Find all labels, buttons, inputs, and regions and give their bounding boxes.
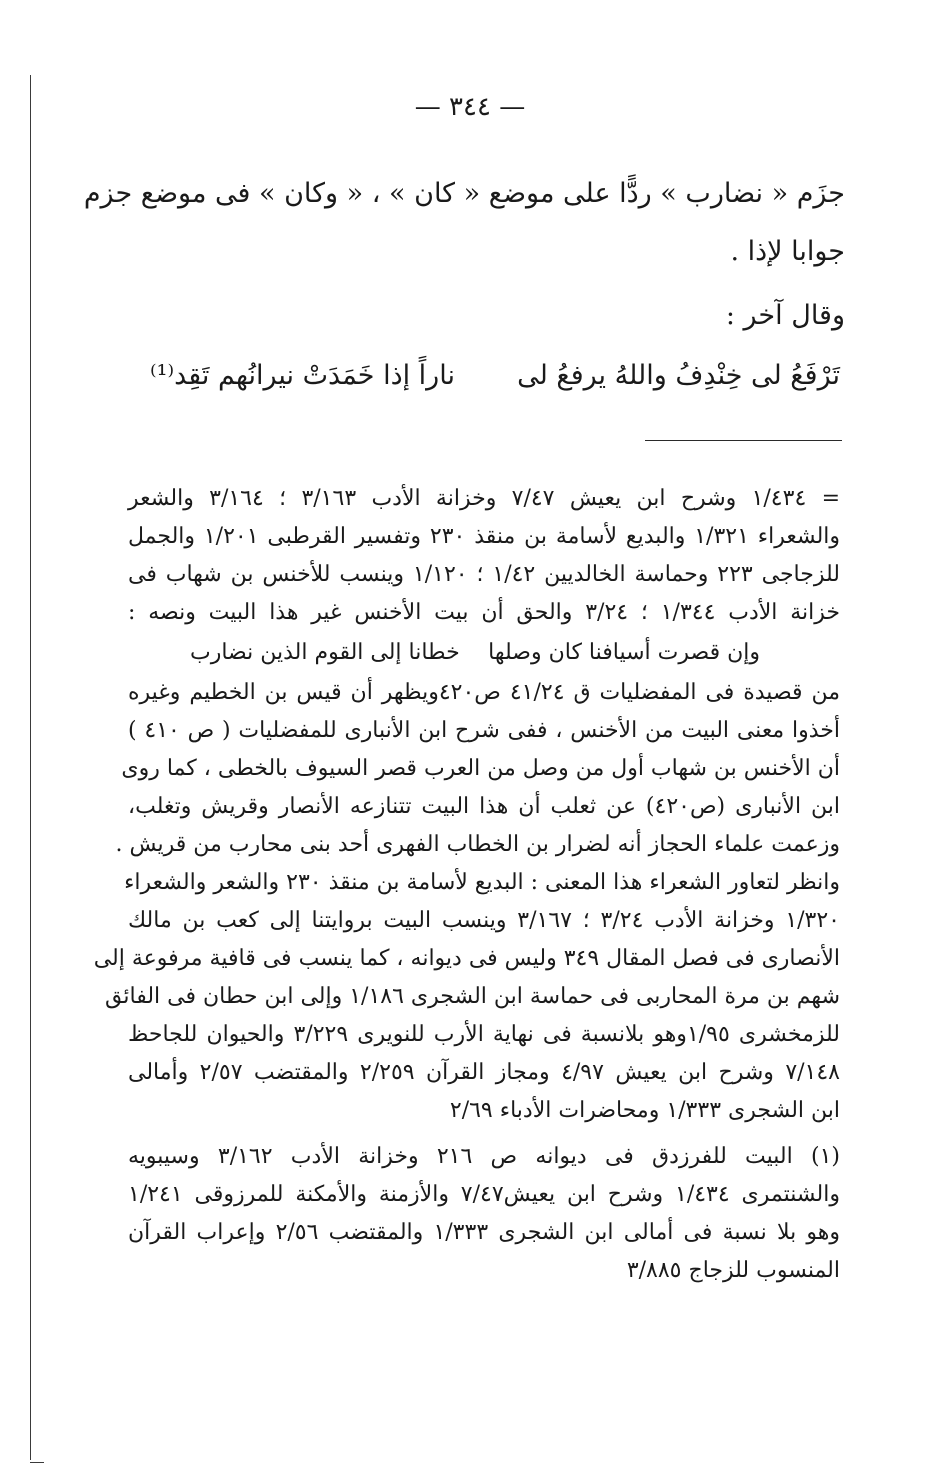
footnote-line: الأنصارى فى فصل المقال ٣٤٩ وليس فى ديوانه ، كما ينسب فى قافية مرفوعة إلى	[93, 946, 840, 971]
quoted-verse-second-hemistich: خطانا إلى القوم الذين نضارب	[190, 640, 460, 665]
footnote-line: المنسوب للزجاج ٣/٨٨٥	[626, 1258, 840, 1283]
footnote-line: خزانة الأدب ١/٣٤٤ ؛ ٣/٢٤ والحق أن بيت الأخنس غير هذا البيت ونصه :	[128, 600, 840, 625]
footnote-line: (١) البيت للفرزدق فى ديوانه ص ٢١٦ وخزانة الأدب ٣/١٦٢ وسيبويه	[128, 1144, 840, 1169]
footnote-line: وانظر لتعاور الشعراء هذا المعنى : البديع لأسامة بن منقذ ٢٣٠ والشعر والشعراء	[124, 870, 840, 895]
footnote-separator	[645, 440, 842, 441]
footnote-line: أخذوا معنى البيت من الأخنس ، ففى شرح ابن الأنبارى للمفضليات ( ص ٤١٠ )	[128, 718, 841, 743]
footnote-line: ابن الشجرى ١/٣٣٣ ومحاضرات الأدباء ٢/٦٩	[449, 1098, 840, 1123]
footnote-line: والشنتمرى ١/٤٣٤ وشرح ابن يعيش٧/٤٧ والأزمنة والأمكنة للمرزوقى ١/٢٤١	[128, 1182, 840, 1207]
footnote-line: للزمخشرى ١/٩٥وهو بلانسبة فى نهاية الأرب للنويرى ٣/٢٢٩ والحيوان للجاحظ	[128, 1022, 840, 1047]
footnote-line: من قصيدة فى المفضليات ق ٤١/٢٤ ص٤٢٠ويظهر أن قيس بن الخطيم وغيره	[128, 680, 840, 705]
footnote-line: وزعمت علماء الحجاز أنه لضرار بن الخطاب الفهرى أحد بنى محارب من قريش .	[115, 832, 840, 857]
main-text-line: جوابا لإذا .	[730, 236, 845, 267]
verse-second-hemistich: ناراً إذا خَمَدَتْ نيرانُهم تَقِد⁽¹⁾	[150, 360, 455, 391]
footnote-line: أن الأخنس بن شهاب أول من وصل من العرب قصر السيوف بالخطى ، كما روى	[121, 756, 840, 781]
quoted-verse-first-hemistich: وإن قصرت أسيافنا كان وصلها	[488, 640, 760, 665]
footnote-line: والشعراء ١/٣٢١ والبديع لأسامة بن منقذ ٢٣٠ وتفسير القرطبى ١/٢٠١ والجمل	[128, 524, 841, 549]
footnote-line: = ١/٤٣٤ وشرح ابن يعيش ٧/٤٧ وخزانة الأدب ٣/١٦٣ ؛ ٣/١٦٤ والشعر	[128, 486, 841, 511]
footnote-line: ٧/١٤٨ وشرح ابن يعيش ٤/٩٧ ومجاز القرآن ٢/٢٥٩ والمقتضب ٢/٥٧ وأمالى	[128, 1060, 840, 1085]
footnote-line: للزجاجى ٢٢٣ وحماسة الخالديين ١/٤٢ ؛ ١/١٢٠ وينسب للأخنس بن شهاب فى	[128, 562, 840, 587]
footnote-line: وهو بلا نسبة فى أمالى ابن الشجرى ١/٣٣٣ والمقتضب ٢/٥٦ وإعراب القرآن	[128, 1220, 841, 1245]
verse	[150, 360, 840, 410]
footnote-line: ١/٣٢٠ وخزانة الأدب ٣/٢٤ ؛ ٣/١٦٧ وينسب البيت بروايتنا إلى كعب بن مالك	[128, 908, 840, 933]
verse-first-hemistich: تَرْفَعُ لى خِنْدِفُ واللهُ يرفعُ لى	[517, 360, 840, 391]
footnote-line: ابن الأنبارى (ص٤٢٠) عن ثعلب أن هذا البيت تتنازعه الأنصار وقريش وتغلب،	[128, 794, 840, 819]
left-margin-rule	[30, 75, 31, 1460]
left-margin-foot-tick	[30, 1462, 44, 1463]
verse-intro: وقال آخر :	[725, 300, 845, 331]
footnote-line: شهم بن مرة المحاربى فى حماسة ابن الشجرى ١/١٨٦ وإلى ابن حطان فى الفائق	[105, 984, 840, 1009]
main-text-line: جزَم « نضارب » ردًّا على موضع « كان » ، « وكان » فى موضع جزم	[83, 178, 845, 209]
page-number: — ٣٤٤ —	[414, 92, 526, 122]
